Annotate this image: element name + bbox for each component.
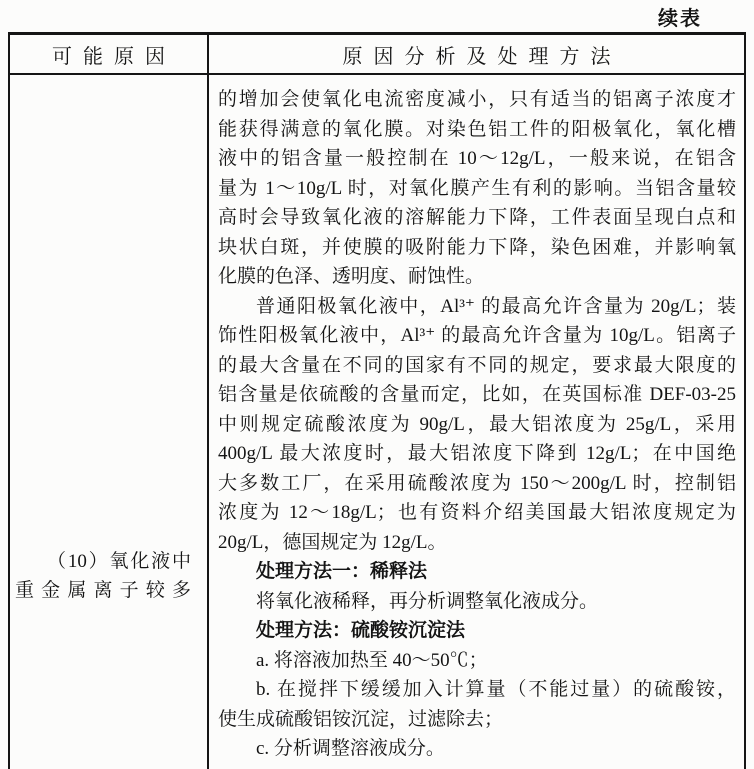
analysis-line: 使生成硫酸铝铵沉淀，过滤除去； — [218, 708, 504, 730]
analysis-line: 铝含量是依硫酸的含量而定，比如，在英国标准 DEF-03-25 — [218, 384, 736, 405]
analysis-line: 20g/L，德国规定为 12g/L。 — [218, 531, 447, 553]
table-body-row — [10, 75, 744, 769]
analysis-step-b: b. 在搅拌下缓缓加入计算量（不能过量）的硫酸铵， — [256, 679, 736, 700]
analysis-line: 的增加会使氧化电流密度减小，只有适当的铝离子浓度才 — [218, 89, 736, 110]
cell-analysis-and-treatment — [209, 75, 744, 769]
header-possible-cause: 可能原因 — [10, 35, 209, 73]
analysis-line: 块状白斑，并使膜的吸附能力下降，染色困难，并影响氧 — [218, 236, 736, 258]
cause-line: 重金属离子较多 — [15, 580, 191, 601]
analysis-line: 液中的铝含量一般控制在 10～12g/L，一般来说，在铝含 — [218, 148, 736, 169]
analysis-line: 浓度为 12～18g/L；也有资料介绍美国最大铝浓度规定为 — [218, 502, 736, 523]
troubleshooting-table — [8, 32, 746, 769]
analysis-line: 大多数工厂，在采用硫酸浓度为 150～200g/L 时，控制铝 — [218, 472, 736, 494]
analysis-line: 将氧化液稀释，再分析调整氧化液成分。 — [256, 590, 599, 612]
treatment-method-1-heading: 处理方法一：稀释法 — [256, 561, 428, 582]
continued-table-label: 续表 — [658, 8, 702, 30]
analysis-line: 量为 1～10g/L 时，对氧化膜产生有利的影响。当铝含量较 — [218, 177, 736, 199]
table-header-row — [10, 35, 744, 75]
analysis-line: 饰性阳极氧化液中，Al³⁺ 的最高允许含量为 10g/L。铝离子 — [218, 325, 736, 346]
analysis-line: 400g/L 最大浓度时，最大铝浓度下降到 12g/L；在中国绝 — [218, 443, 736, 464]
analysis-step-c: c. 分析调整溶液成分。 — [256, 738, 445, 759]
treatment-method-2-heading: 处理方法：硫酸铵沉淀法 — [256, 620, 466, 641]
analysis-line: 高时会导致氧化液的溶解能力下降，工件表面呈现白点和 — [218, 207, 736, 228]
analysis-line: 中则规定硫酸浓度为 90g/L，最大铝浓度为 25g/L，采用 — [218, 413, 736, 435]
analysis-line: 化膜的色泽、透明度、耐蚀性。 — [218, 266, 485, 287]
cause-line: （10）氧化液中 — [47, 551, 191, 572]
cause-text-block — [10, 547, 207, 605]
analysis-line: 的最大含量在不同的国家有不同的规定，要求最大限度的 — [218, 354, 736, 376]
analysis-line: 普通阳极氧化液中，Al³⁺ 的最高允许含量为 20g/L；装 — [256, 295, 736, 317]
analysis-line: 能获得满意的氧化膜。对染色铝工件的阳极氧化，氧化槽 — [218, 118, 736, 140]
cell-possible-cause — [10, 75, 209, 769]
header-analysis-and-treatment: 原因分析及处理方法 — [342, 45, 622, 68]
analysis-step-a: a. 将溶液加热至 40～50℃； — [256, 649, 488, 671]
